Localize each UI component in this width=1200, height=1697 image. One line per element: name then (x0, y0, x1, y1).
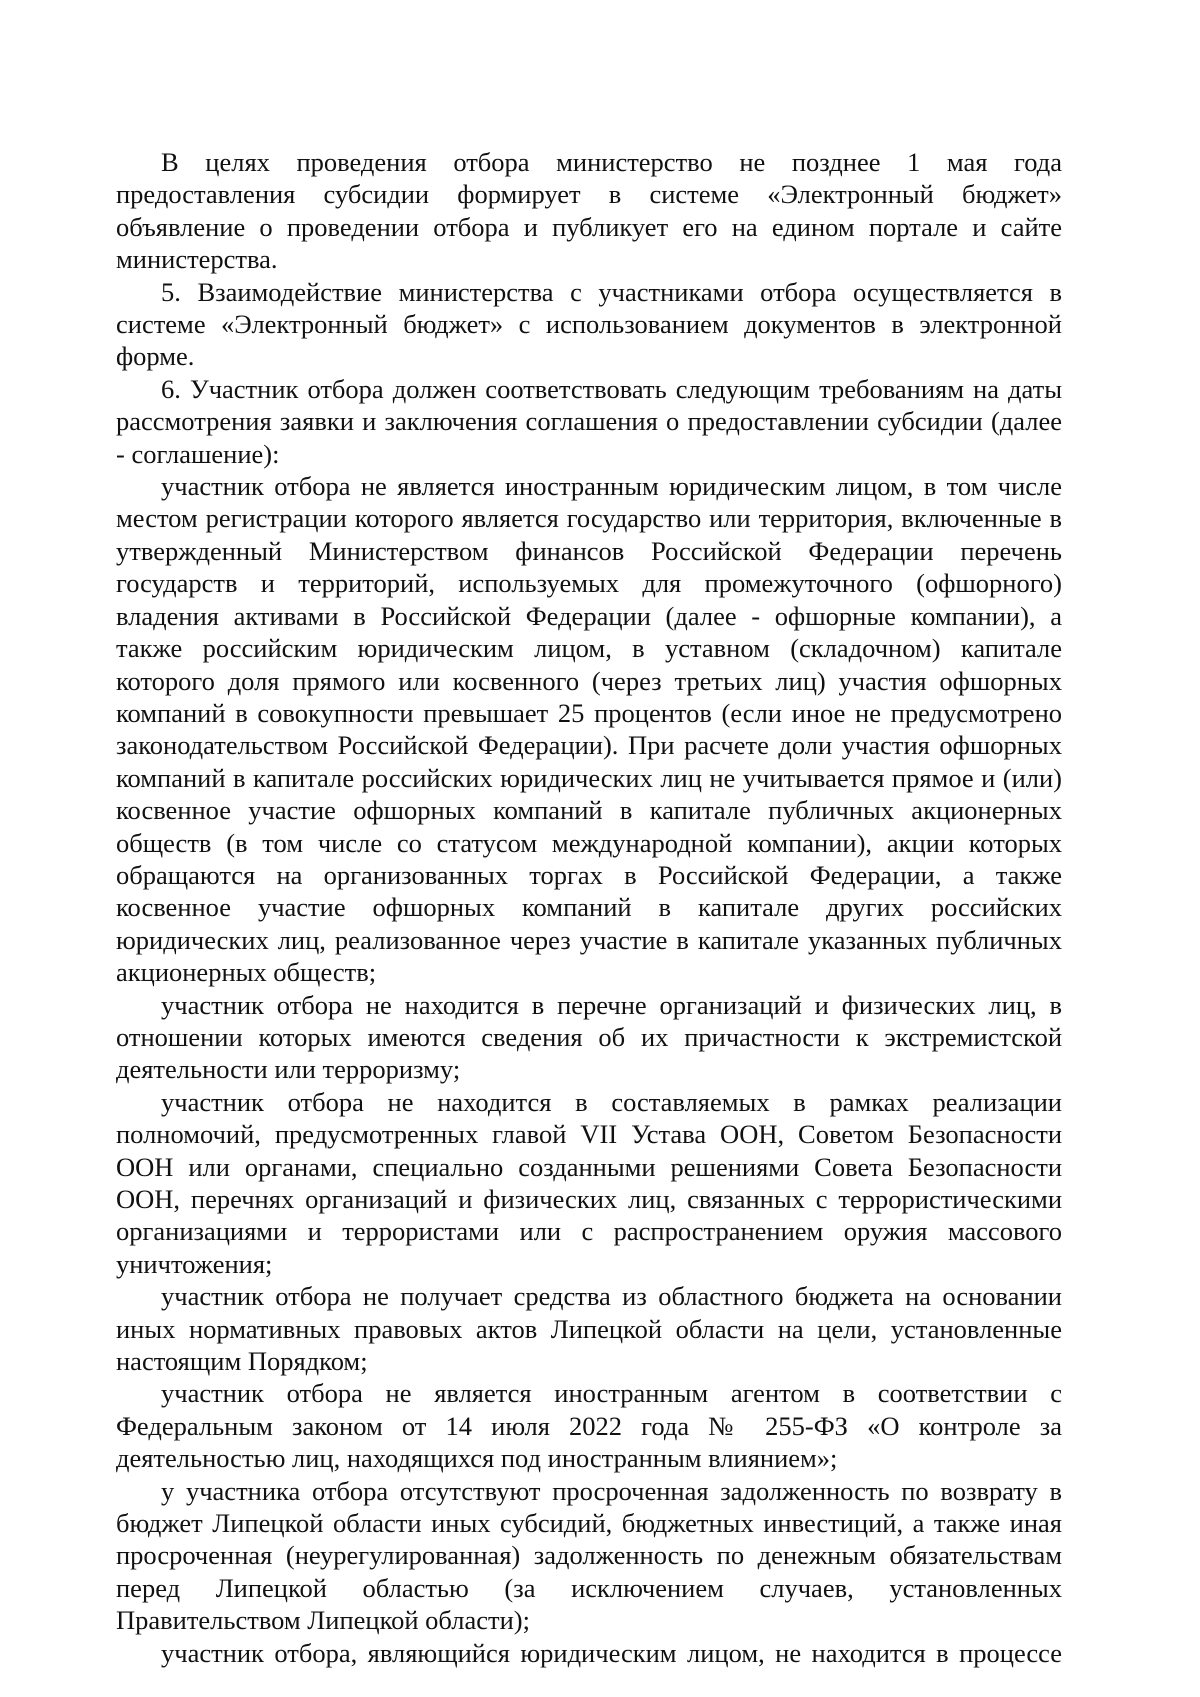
paragraph-budget-funds-requirement: участник отбора не получает средства из областного бюджета на основании иных нормативных правовых актов Липецкой области на цели, установленные настоящим Порядком; (116, 1281, 1062, 1377)
paragraph-item-6: 6. Участник отбора должен соответствовать следующим требованиям на даты рассмотрения заявки и заключения соглашения о предоставлении субсидии (далее - соглашение): (116, 373, 1062, 469)
paragraph-item-5: 5. Взаимодействие министерства с участниками отбора осуществляется в системе «Электронный бюджет» с использованием документов в электронной форме. (116, 276, 1062, 372)
paragraph-legal-entity-process: участник отбора, являющийся юридическим лицом, не находится в процессе (161, 1637, 1062, 1668)
document-body (116, 146, 1062, 1669)
paragraph-un-sanctions-requirement: участник отбора не находится в составляемых в рамках реализации полномочий, предусмотренных главой VII Устава ООН, Советом Безопасности ООН или органами, специально созданными решениями Совета Безопасности ООН, перечнях организаций и физических лиц, связанных с террористическими организациями и террористами или с распространением оружия массового уничтожения; (116, 1086, 1062, 1279)
paragraph-selection-announcement: В целях проведения отбора министерство не позднее 1 мая года предоставления субсидии формирует в системе «Электронный бюджет» объявление о проведении отбора и публикует его на едином портале и сайте министерства. (116, 147, 1062, 275)
paragraph-offshore-requirement: участник отбора не является иностранным юридическим лицом, в том числе местом регистрации которого является государство или территория, включенные в утвержденный Министерством финансов Российской Федерации перечень государств и территорий, используемых для промежуточного (офшорного) владения активами в Российской Федерации (далее - офшорные компании), а также российским юридическим лицом, в уставном (складочном) капитале которого доля прямого или косвенного (через третьих лиц) участия офшорных компаний в совокупности превышает 25 процентов (если иное не предусмотрено законодательством Российской Федерации). При расчете доли участия офшорных компаний в капитале российских юридических лиц не учитывается прямое и (или) косвенное участие офшорных компаний в капитале публичных акционерных обществ (в том числе со статусом международной компании), акции которых обращаются на организованных торгах в Российской Федерации, а также косвенное участие офшорных компаний в капитале других российских юридических лиц, реализованное через участие в капитале указанных публичных акционерных обществ; (116, 471, 1062, 988)
paragraph-foreign-agent-requirement: участник отбора не является иностранным агентом в соответствии с Федеральным законом от 14 июля 2022 года № 255-ФЗ «О контроле за деятельностью лиц, находящихся под иностранным влиянием»; (116, 1378, 1062, 1474)
paragraph-extremism-requirement: участник отбора не находится в перечне организаций и физических лиц, в отношении которых имеются сведения об их причастности к экстремистской деятельности или терроризму; (116, 989, 1062, 1085)
paragraph-debt-requirement: у участника отбора отсутствуют просроченная задолженность по возврату в бюджет Липецкой области иных субсидий, бюджетных инвестиций, а также иная просроченная (неурегулированная) задолженность по денежным обязательствам перед Липецкой областью (за исключением случаев, установленных Правительством Липецкой области); (116, 1475, 1062, 1636)
